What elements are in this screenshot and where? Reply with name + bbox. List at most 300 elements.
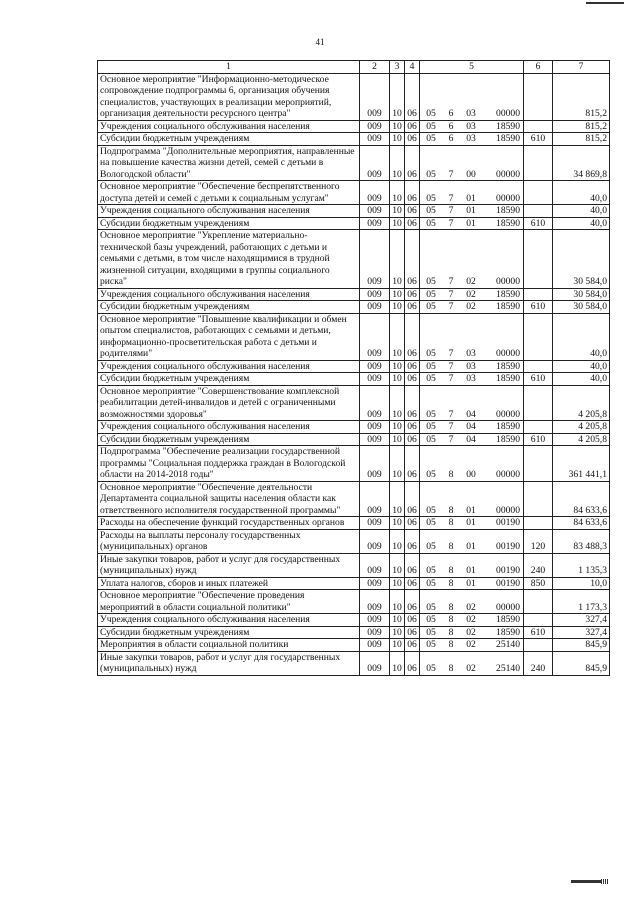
row-subsection-code: 06 xyxy=(405,553,420,577)
row-ministry-code: 009 xyxy=(360,590,390,614)
row-section-code: 10 xyxy=(390,313,405,360)
row-amount: 30 584,0 xyxy=(553,288,610,301)
target-article-part: 18590 xyxy=(496,373,520,384)
target-article-part: 05 xyxy=(426,469,436,480)
row-section-code: 10 xyxy=(390,614,405,627)
row-name: Основное мероприятие "Обеспечение проведения мероприятий в области социальной политики" xyxy=(98,590,360,614)
row-section-code: 10 xyxy=(390,385,405,421)
target-article-part: 05 xyxy=(426,626,436,638)
row-section-code: 10 xyxy=(390,301,405,314)
target-article-parts xyxy=(420,133,523,145)
budget-table xyxy=(97,60,610,676)
row-name: Учреждения социального обслуживания населения xyxy=(98,421,360,434)
target-article-part: 18590 xyxy=(496,205,520,216)
row-name: Подпрограмма "Дополнительные мероприятия, направленные на повышение качества жизни детей, семей с детьми в Вологодской области" xyxy=(98,145,360,181)
target-article-part: 6 xyxy=(448,120,454,132)
row-target-article xyxy=(420,446,524,482)
scan-mark-bottom-tail xyxy=(601,879,609,884)
row-name: Учреждения социального обслуживания населения xyxy=(98,288,360,301)
row-amount: 40,0 xyxy=(553,205,610,218)
row-name: Расходы на выплаты персоналу государственных (муниципальных) органов xyxy=(98,529,360,553)
row-target-article xyxy=(420,481,524,517)
row-name: Учреждения социального обслуживания населения xyxy=(98,614,360,627)
target-article-part: 25140 xyxy=(496,639,520,650)
row-expense-type xyxy=(524,446,553,482)
row-amount: 4 205,8 xyxy=(553,433,610,446)
row-section-code: 10 xyxy=(390,590,405,614)
row-ministry-code: 009 xyxy=(360,421,390,434)
row-section-code: 10 xyxy=(390,651,405,675)
header-col-6: 6 xyxy=(524,61,553,74)
target-article-part: 05 xyxy=(426,108,436,119)
table-row xyxy=(98,651,610,675)
row-subsection-code: 06 xyxy=(405,614,420,627)
table-row xyxy=(98,529,610,553)
row-amount: 4 205,8 xyxy=(553,385,610,421)
row-subsection-code: 06 xyxy=(405,288,420,301)
target-article-part: 05 xyxy=(426,639,436,650)
target-article-part: 02 xyxy=(466,626,476,638)
row-expense-type xyxy=(524,73,553,120)
target-article-part: 7 xyxy=(448,276,454,287)
row-target-article xyxy=(420,288,524,301)
row-section-code: 10 xyxy=(390,217,405,230)
row-section-code: 10 xyxy=(390,145,405,181)
row-ministry-code: 009 xyxy=(360,433,390,446)
row-subsection-code: 06 xyxy=(405,73,420,120)
target-article-part: 18590 xyxy=(496,217,520,229)
row-section-code: 10 xyxy=(390,517,405,530)
row-subsection-code: 06 xyxy=(405,360,420,373)
target-article-parts xyxy=(420,276,523,288)
row-expense-type xyxy=(524,145,553,181)
target-article-part: 00000 xyxy=(496,348,520,359)
row-amount: 84 633,6 xyxy=(553,517,610,530)
target-article-part: 8 xyxy=(448,639,454,650)
target-article-parts xyxy=(420,121,523,133)
row-expense-type: 120 xyxy=(524,529,553,553)
target-article-part: 00000 xyxy=(496,276,520,287)
target-article-part: 7 xyxy=(448,433,454,445)
table-row xyxy=(98,626,610,639)
target-article-part: 05 xyxy=(426,133,436,144)
table-row xyxy=(98,133,610,146)
row-amount: 40,0 xyxy=(553,217,610,230)
row-target-article xyxy=(420,205,524,218)
table-row xyxy=(98,481,610,517)
target-article-part: 05 xyxy=(426,217,436,229)
scan-mark-top xyxy=(586,2,624,4)
row-expense-type: 240 xyxy=(524,553,553,577)
header-col-5: 5 xyxy=(420,61,524,74)
row-expense-type xyxy=(524,120,553,133)
target-article-parts xyxy=(420,169,523,181)
target-article-part: 18590 xyxy=(496,614,520,625)
target-article-part: 18590 xyxy=(496,288,520,300)
row-subsection-code: 06 xyxy=(405,373,420,386)
row-expense-type xyxy=(524,313,553,360)
target-article-part: 00190 xyxy=(496,565,520,576)
row-ministry-code: 009 xyxy=(360,205,390,218)
target-article-parts xyxy=(420,639,523,651)
target-article-part: 05 xyxy=(426,288,436,300)
table-row xyxy=(98,120,610,133)
row-name: Учреждения социального обслуживания населения xyxy=(98,360,360,373)
row-amount: 815,2 xyxy=(553,73,610,120)
table-row xyxy=(98,217,610,230)
target-article-part: 7 xyxy=(448,408,454,420)
target-article-part: 05 xyxy=(426,421,436,432)
target-article-parts xyxy=(420,627,523,639)
row-section-code: 10 xyxy=(390,433,405,446)
row-name: Субсидии бюджетным учреждениям xyxy=(98,626,360,639)
table-row xyxy=(98,590,610,614)
target-article-part: 00190 xyxy=(496,517,520,528)
row-target-article xyxy=(420,577,524,590)
row-expense-type: 240 xyxy=(524,651,553,675)
target-article-part: 00000 xyxy=(496,601,520,613)
row-section-code: 10 xyxy=(390,133,405,146)
target-article-part: 03 xyxy=(466,108,476,119)
target-article-part: 05 xyxy=(426,504,436,516)
target-article-parts xyxy=(420,614,523,626)
row-name: Уплата налогов, сборов и иных платежей xyxy=(98,577,360,590)
table-row xyxy=(98,181,610,205)
target-article-part: 04 xyxy=(466,421,476,432)
table-row xyxy=(98,577,610,590)
target-article-parts xyxy=(420,361,523,373)
target-article-part: 18590 xyxy=(496,626,520,638)
target-article-part: 05 xyxy=(426,205,436,216)
target-article-part: 7 xyxy=(448,360,454,372)
row-amount: 40,0 xyxy=(553,360,610,373)
row-subsection-code: 06 xyxy=(405,433,420,446)
target-article-part: 03 xyxy=(466,360,476,372)
target-article-part: 7 xyxy=(448,205,454,216)
target-article-part: 01 xyxy=(466,541,476,552)
target-article-part: 02 xyxy=(466,639,476,650)
target-article-part: 00190 xyxy=(496,541,520,552)
row-subsection-code: 06 xyxy=(405,590,420,614)
target-article-part: 7 xyxy=(448,168,454,180)
target-article-part: 8 xyxy=(448,517,454,528)
row-subsection-code: 06 xyxy=(405,626,420,639)
header-row xyxy=(98,61,610,74)
row-expense-type xyxy=(524,614,553,627)
row-subsection-code: 06 xyxy=(405,481,420,517)
target-article-part: 05 xyxy=(426,433,436,445)
row-section-code: 10 xyxy=(390,529,405,553)
target-article-part: 18590 xyxy=(496,421,520,432)
row-target-article xyxy=(420,639,524,652)
row-name: Основное мероприятие "Обеспечение беспрепятственного доступа детей и семей с детьми к социальным услугам" xyxy=(98,181,360,205)
row-name: Подпрограмма "Обеспечение реализации государственной программы "Социальная поддержка граждан в Вологодской области на 2014-2018 годы" xyxy=(98,446,360,482)
row-name: Субсидии бюджетным учреждениям xyxy=(98,133,360,146)
target-article-part: 05 xyxy=(426,373,436,384)
target-article-part: 05 xyxy=(426,614,436,625)
target-article-part: 05 xyxy=(426,577,436,589)
target-article-part: 03 xyxy=(466,133,476,144)
row-subsection-code: 06 xyxy=(405,205,420,218)
table-row xyxy=(98,421,610,434)
header-col-4: 4 xyxy=(405,61,420,74)
target-article-part: 01 xyxy=(466,192,476,204)
target-article-part: 7 xyxy=(448,217,454,229)
target-article-part: 05 xyxy=(426,120,436,132)
row-section-code: 10 xyxy=(390,639,405,652)
row-target-article xyxy=(420,73,524,120)
target-article-parts xyxy=(420,409,523,421)
target-article-part: 00 xyxy=(466,168,476,180)
row-ministry-code: 009 xyxy=(360,288,390,301)
table-row xyxy=(98,360,610,373)
target-article-part: 18590 xyxy=(496,301,520,312)
row-subsection-code: 06 xyxy=(405,421,420,434)
row-section-code: 10 xyxy=(390,446,405,482)
table-row xyxy=(98,373,610,386)
target-article-part: 7 xyxy=(448,373,454,384)
row-section-code: 10 xyxy=(390,421,405,434)
row-section-code: 10 xyxy=(390,553,405,577)
target-article-part: 00000 xyxy=(496,469,520,480)
table-row xyxy=(98,614,610,627)
row-subsection-code: 06 xyxy=(405,217,420,230)
row-ministry-code: 009 xyxy=(360,614,390,627)
row-section-code: 10 xyxy=(390,181,405,205)
row-target-article xyxy=(420,421,524,434)
target-article-parts xyxy=(420,663,523,675)
row-ministry-code: 009 xyxy=(360,639,390,652)
table-row xyxy=(98,639,610,652)
target-article-part: 03 xyxy=(466,373,476,384)
scan-mark-bottom xyxy=(571,880,601,883)
target-article-part: 25140 xyxy=(496,663,520,674)
target-article-part: 18590 xyxy=(496,433,520,445)
target-article-parts xyxy=(420,348,523,360)
row-subsection-code: 06 xyxy=(405,577,420,590)
target-article-parts xyxy=(420,108,523,120)
target-article-part: 8 xyxy=(448,469,454,480)
row-expense-type xyxy=(524,517,553,530)
row-target-article xyxy=(420,217,524,230)
row-target-article xyxy=(420,385,524,421)
row-name: Субсидии бюджетным учреждениям xyxy=(98,373,360,386)
row-target-article xyxy=(420,626,524,639)
row-amount: 4 205,8 xyxy=(553,421,610,434)
target-article-part: 8 xyxy=(448,614,454,625)
row-name: Иные закупки товаров, работ и услуг для государственных (муниципальных) нужд xyxy=(98,553,360,577)
row-expense-type xyxy=(524,385,553,421)
target-article-part: 05 xyxy=(426,360,436,372)
row-name: Субсидии бюджетным учреждениям xyxy=(98,301,360,314)
target-article-part: 01 xyxy=(466,565,476,576)
row-amount: 83 488,3 xyxy=(553,529,610,553)
target-article-part: 04 xyxy=(466,433,476,445)
target-article-part: 18590 xyxy=(496,120,520,132)
row-name: Основное мероприятие "Совершенствование комплексной реабилитации детей-инвалидов и детей с ограниченными возможностями здоровья" xyxy=(98,385,360,421)
target-article-part: 01 xyxy=(466,205,476,216)
target-article-part: 05 xyxy=(426,565,436,576)
row-name: Основное мероприятие "Информационно-методическое сопровождение подпрограммы 6, организация обучения специалистов, участвующих в реализации мероприятий, организация деятельности ресурсного центра" xyxy=(98,73,360,120)
header-col-1: 1 xyxy=(98,61,360,74)
table-row xyxy=(98,385,610,421)
row-amount: 84 633,6 xyxy=(553,481,610,517)
row-expense-type xyxy=(524,230,553,289)
target-article-part: 05 xyxy=(426,276,436,287)
row-subsection-code: 06 xyxy=(405,133,420,146)
target-article-parts xyxy=(420,193,523,205)
target-article-parts xyxy=(420,565,523,577)
target-article-part: 00000 xyxy=(496,192,520,204)
row-ministry-code: 009 xyxy=(360,313,390,360)
target-article-parts xyxy=(420,434,523,446)
row-name: Мероприятия в области социальной политики xyxy=(98,639,360,652)
table-row xyxy=(98,433,610,446)
row-ministry-code: 009 xyxy=(360,301,390,314)
row-name: Расходы на обеспечение функций государственных органов xyxy=(98,517,360,530)
row-amount: 361 441,1 xyxy=(553,446,610,482)
row-amount: 30 584,0 xyxy=(553,230,610,289)
table-row xyxy=(98,73,610,120)
row-target-article xyxy=(420,181,524,205)
row-ministry-code: 009 xyxy=(360,217,390,230)
table-row xyxy=(98,517,610,530)
target-article-parts xyxy=(420,218,523,230)
target-article-part: 01 xyxy=(466,577,476,589)
row-section-code: 10 xyxy=(390,73,405,120)
target-article-part: 02 xyxy=(466,601,476,613)
target-article-parts xyxy=(420,205,523,217)
row-name: Учреждения социального обслуживания населения xyxy=(98,205,360,218)
row-target-article xyxy=(420,433,524,446)
row-name: Субсидии бюджетным учреждениям xyxy=(98,217,360,230)
row-target-article xyxy=(420,614,524,627)
row-subsection-code: 06 xyxy=(405,230,420,289)
target-article-parts xyxy=(420,373,523,385)
header-col-7: 7 xyxy=(553,61,610,74)
target-article-part: 18590 xyxy=(496,360,520,372)
row-subsection-code: 06 xyxy=(405,313,420,360)
target-article-part: 8 xyxy=(448,541,454,552)
target-article-part: 05 xyxy=(426,663,436,674)
row-name: Основное мероприятие "Повышение квалификации и обмен опытом специалистов, работающих с семьями и детьми, информационно-просветительская работа с детьми и родителями" xyxy=(98,313,360,360)
target-article-part: 00000 xyxy=(496,168,520,180)
row-ministry-code: 009 xyxy=(360,517,390,530)
row-target-article xyxy=(420,301,524,314)
row-target-article xyxy=(420,120,524,133)
row-ministry-code: 009 xyxy=(360,651,390,675)
row-expense-type xyxy=(524,360,553,373)
target-article-part: 02 xyxy=(466,288,476,300)
row-subsection-code: 06 xyxy=(405,385,420,421)
row-section-code: 10 xyxy=(390,230,405,289)
target-article-part: 8 xyxy=(448,626,454,638)
row-name: Учреждения социального обслуживания населения xyxy=(98,120,360,133)
table-row xyxy=(98,446,610,482)
row-expense-type: 610 xyxy=(524,373,553,386)
row-ministry-code: 009 xyxy=(360,481,390,517)
table-row xyxy=(98,145,610,181)
header-col-3: 3 xyxy=(390,61,405,74)
target-article-part: 00000 xyxy=(496,504,520,516)
target-article-part: 05 xyxy=(426,517,436,528)
row-target-article xyxy=(420,373,524,386)
target-article-parts xyxy=(420,541,523,553)
row-target-article xyxy=(420,230,524,289)
row-ministry-code: 009 xyxy=(360,577,390,590)
target-article-part: 05 xyxy=(426,541,436,552)
table-row xyxy=(98,553,610,577)
target-article-part: 05 xyxy=(426,601,436,613)
row-subsection-code: 06 xyxy=(405,145,420,181)
row-section-code: 10 xyxy=(390,120,405,133)
row-ministry-code: 009 xyxy=(360,626,390,639)
target-article-part: 7 xyxy=(448,348,454,359)
row-ministry-code: 009 xyxy=(360,385,390,421)
target-article-part: 00000 xyxy=(496,408,520,420)
target-article-part: 02 xyxy=(466,276,476,287)
target-article-part: 05 xyxy=(426,301,436,312)
target-article-part: 01 xyxy=(466,217,476,229)
row-amount: 10,0 xyxy=(553,577,610,590)
header-col-2: 2 xyxy=(360,61,390,74)
row-expense-type xyxy=(524,481,553,517)
row-expense-type xyxy=(524,639,553,652)
row-amount: 34 869,8 xyxy=(553,145,610,181)
row-section-code: 10 xyxy=(390,205,405,218)
row-target-article xyxy=(420,529,524,553)
row-subsection-code: 06 xyxy=(405,517,420,530)
row-ministry-code: 009 xyxy=(360,73,390,120)
row-ministry-code: 009 xyxy=(360,553,390,577)
table-row xyxy=(98,313,610,360)
target-article-part: 01 xyxy=(466,504,476,516)
row-expense-type xyxy=(524,205,553,218)
row-amount: 1 173,3 xyxy=(553,590,610,614)
row-expense-type: 610 xyxy=(524,301,553,314)
row-ministry-code: 009 xyxy=(360,529,390,553)
row-expense-type: 610 xyxy=(524,626,553,639)
row-ministry-code: 009 xyxy=(360,360,390,373)
target-article-part: 00 xyxy=(466,469,476,480)
target-article-part: 01 xyxy=(466,517,476,528)
target-article-part: 7 xyxy=(448,301,454,312)
target-article-part: 8 xyxy=(448,663,454,674)
target-article-part: 05 xyxy=(426,168,436,180)
row-target-article xyxy=(420,553,524,577)
row-target-article xyxy=(420,145,524,181)
target-article-part: 05 xyxy=(426,408,436,420)
target-article-parts xyxy=(420,289,523,301)
target-article-part: 02 xyxy=(466,663,476,674)
row-name: Основное мероприятие "Обеспечение деятельности Департамента социальной защиты населения области как ответственного исполнителя государственной программы" xyxy=(98,481,360,517)
row-expense-type xyxy=(524,421,553,434)
target-article-parts xyxy=(420,505,523,517)
row-ministry-code: 009 xyxy=(360,181,390,205)
target-article-part: 8 xyxy=(448,565,454,576)
row-expense-type: 850 xyxy=(524,577,553,590)
row-subsection-code: 06 xyxy=(405,120,420,133)
target-article-part: 03 xyxy=(466,120,476,132)
target-article-part: 02 xyxy=(466,301,476,312)
row-target-article xyxy=(420,360,524,373)
target-article-parts xyxy=(420,578,523,590)
row-ministry-code: 009 xyxy=(360,446,390,482)
row-amount: 845,9 xyxy=(553,639,610,652)
row-amount: 40,0 xyxy=(553,373,610,386)
row-expense-type xyxy=(524,181,553,205)
row-section-code: 10 xyxy=(390,577,405,590)
